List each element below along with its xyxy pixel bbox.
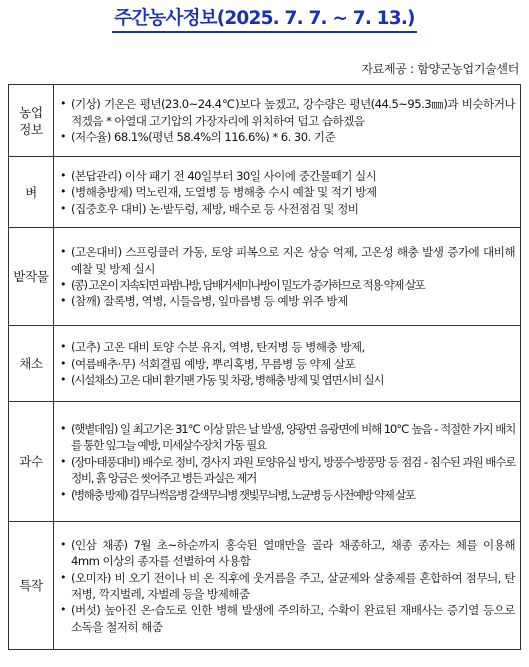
list-item: • (여름배추·무) 석회결핍 예방, 뿌리혹병, 무름병 등 약제 살포 (59, 356, 515, 372)
list-item: • (병해충방제) 먹노린재, 도열병 등 병해충 수시 예찰 및 적기 방제 (59, 184, 515, 200)
farming-info-table (8, 84, 521, 650)
list-item: • (참깨) 잘록병, 역병, 시들음병, 잎마름병 등 예방 위주 방제 (59, 293, 515, 309)
row-special-crops (9, 522, 521, 650)
list-item: • (장마·태풍대비) 배수로 정비, 경사지 과원 토양유실 방지, 방풍수·방풍망 등 점검 - 침수된 과원 배수로 정비, 흙 앙금은 씻어주고 병든 과실은 제거 (59, 454, 515, 487)
category-special-crops (9, 522, 54, 650)
list-item: • (시설채소) 고온 대비 환기팬 가동 및 차광, 병해충 방제 및 엽면시비 실시 (59, 372, 515, 388)
list-item: • (햇볕데임) 일 최고기온 31℃ 이상 맑은 날 발생, 양광면 음광면에 비해 10℃ 높음 - 적절한 가지 배치를 통한 잎그늘 예방, 미세살수장치 가동 필요 (59, 421, 515, 454)
list-item: • (본답관리) 이삭 패기 전 40일부터 30일 사이에 중간물떼기 실시 (59, 168, 515, 184)
category-rice (9, 157, 54, 228)
row-fruit-trees (9, 402, 521, 522)
category-field-crops (9, 228, 54, 326)
page-title (0, 4, 529, 33)
list-item: • (고온대비) 스프링클러 가동, 토양 피복으로 지온 상승 억제, 고온성 해충 발생 증가에 대비해 예찰 및 방제 실시 (59, 244, 515, 277)
row-field-crops (9, 228, 521, 326)
row-rice (9, 157, 521, 228)
row-agri-info (9, 85, 521, 157)
list-item: • (오미자) 비 오기 전이나 비 온 직후에 웃거름을 주고, 살균제와 살충제를 혼합하여 점무늬, 탄저병, 깍지벌레, 자벌레 등을 방제해줌 (59, 570, 515, 603)
content-agri-info (54, 85, 521, 157)
content-field-crops (54, 228, 521, 326)
category-fruit-trees (9, 402, 54, 522)
source-credit: 자료제공 : 함양군농업기술센터 (361, 62, 519, 76)
list-item: • (고추) 고온 대비 토양 수분 유지, 역병, 탄저병 등 병해충 방제, (59, 339, 515, 355)
list-item: • (집중호우 대비) 논·밭두렁, 제방, 배수로 등 사전점검 및 정비 (59, 201, 515, 217)
content-vegetables (54, 326, 521, 402)
category-vegetables (9, 326, 54, 402)
category-label: 농업 정보 (19, 104, 43, 137)
list-item: • (인삼 채종) 7월 초~하순까지 홍숙된 열매만을 골라 채종하고, 채종 종자는 체를 이용해 4mm 이상의 종자를 선별하여 사용함 (59, 537, 515, 570)
list-item: • (버섯) 높아진 온·습도로 인한 병해 발생에 주의하고, 수확이 완료된 재배사는 증기열 등으로 소독을 철저히 해줌 (59, 602, 515, 635)
row-vegetables (9, 326, 521, 402)
content-fruit-trees (54, 402, 521, 522)
title-text: 주간농사정보(2025. 7. 7. ~ 7. 13.) (112, 4, 416, 33)
list-item: • (병해충 방제) 겹무늬썩음병 갈색무늬병 잿빛무늬병, 노균병 등 사전예방 약제 살포 (59, 487, 515, 503)
list-item: • (저수율) 68.1%(평년 58.4%의 116.6%) * 6. 30. 기준 (59, 129, 515, 145)
category-label: 밭작물 (13, 269, 49, 284)
category-agri-info (9, 85, 54, 157)
category-label: 과수 (19, 454, 43, 469)
category-label: 채소 (19, 356, 43, 371)
category-label: 특작 (19, 578, 43, 593)
content-special-crops (54, 522, 521, 650)
list-item: • (기상) 기온은 평년(23.0~24.4℃)보다 높겠고, 강수량은 평년(44.5~95.3㎜)과 비슷하거나 적겠음 * 아열대 고기압의 가장자리에 위치하여 덥고 습하겠음 (59, 96, 515, 129)
list-item: • (콩) 고온이 지속되면 파밤나방, 담배거세미나방이 밀도가 증가하므로 적용 약제 살포 (59, 277, 515, 293)
content-rice (54, 157, 521, 228)
category-label: 벼 (25, 184, 37, 200)
